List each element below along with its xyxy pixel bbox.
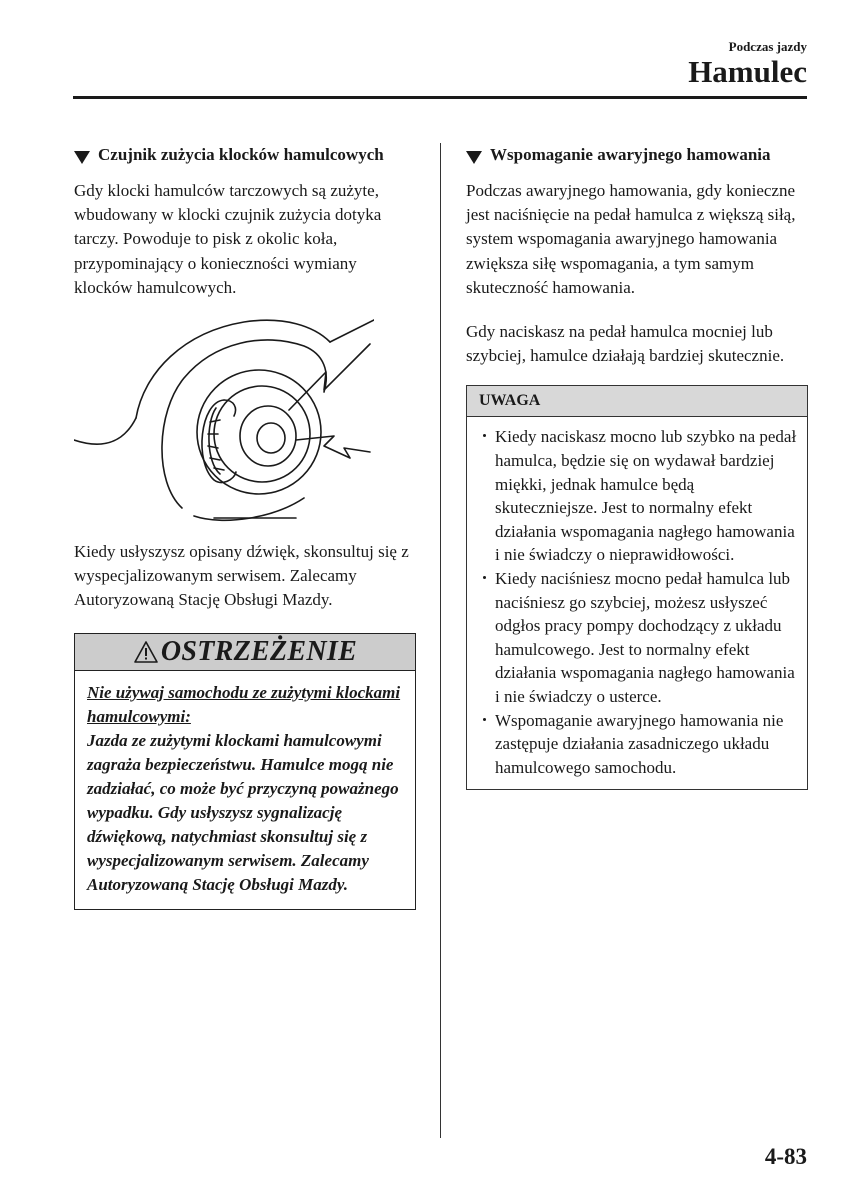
warning-box bbox=[74, 633, 416, 910]
bullet-dot-icon bbox=[483, 576, 486, 579]
wear-sensor-advice: Kiedy usłyszysz opisany dźwięk, skonsultuj się z wyspecjalizowanym serwisem. Zalecamy Autoryzowaną Stację Obsługi Mazdy. bbox=[74, 542, 409, 610]
triangle-bullet-icon bbox=[74, 151, 90, 164]
note-item-text: Wspomaganie awaryjnego hamowania nie zastępuje działania zasadniczego układu hamulcowego samochodu. bbox=[495, 710, 784, 777]
section-heading-wear-sensor bbox=[74, 143, 416, 167]
brake-wear-sensor-illustration bbox=[74, 312, 374, 524]
bullet-dot-icon bbox=[483, 718, 486, 721]
bullet-dot-icon bbox=[483, 434, 486, 437]
warning-header bbox=[75, 634, 415, 671]
brake-assist-para-2: Gdy naciskasz na pedał hamulca mocniej lub szybciej, hamulce działają bardziej skutecznie. bbox=[466, 322, 785, 366]
right-column bbox=[466, 143, 808, 790]
section-heading-text: Wspomaganie awaryjnego hamowania bbox=[490, 145, 771, 164]
note-item bbox=[481, 425, 797, 567]
note-item-text: Kiedy naciskasz mocno lub szybko na pedał hamulca, będzie się on wydawał bardziej miękki, jednak hamulce będą skuteczniejsze. Jest to normalny efekt działania wspomagania nagłego hamowania i nie świadczy o nieprawidłowości. bbox=[495, 427, 797, 565]
page-title: Hamulec bbox=[688, 54, 807, 89]
header-section-label: Podczas jazdy bbox=[728, 39, 807, 54]
note-item bbox=[481, 709, 797, 780]
note-item-text: Kiedy naciśniesz mocno pedał hamulca lub naciśniesz go szybciej, możesz usłyszeć odgłos pracy pompy dochodzący z układu hamulcowego. Jest to normalny efekt działania wspomagania nagłego hamowania i nie świadczy o usterce. bbox=[495, 568, 795, 706]
note-box bbox=[466, 385, 808, 790]
page-number: 4-83 bbox=[764, 1144, 807, 1169]
header-divider bbox=[73, 96, 807, 99]
note-item bbox=[481, 567, 797, 709]
left-column bbox=[74, 143, 416, 910]
note-list bbox=[467, 417, 807, 789]
brake-assist-para-1: Podczas awaryjnego hamowania, gdy konieczne jest naciśnięcie na pedał hamulca z większą siłą, system wspomagania awaryjnego hamowania zwiększa siłę wspomagania, a tym samym skuteczność hamowania. bbox=[466, 181, 796, 297]
column-divider bbox=[440, 143, 441, 1138]
warning-lead: Nie używaj samochodu ze zużytymi klockami hamulcowymi: bbox=[87, 682, 401, 726]
warning-triangle-icon bbox=[133, 640, 159, 664]
warning-text: Jazda ze zużytymi klockami hamulcowymi zagraża bezpieczeństwu. Hamulce mogą nie zadziałać, co może być przyczyną poważnego wypadku. Gdy usłyszysz sygnalizację dźwiękową, natychmiast skonsultuj się z wyspecjalizowanym serwisem. Zalecamy Autoryzowaną Stację Obsługi Mazdy. bbox=[87, 730, 399, 894]
note-title: UWAGA bbox=[467, 386, 807, 417]
section-heading-text: Czujnik zużycia klocków hamulcowych bbox=[98, 145, 384, 164]
warning-body bbox=[75, 671, 415, 909]
triangle-bullet-icon bbox=[466, 151, 482, 164]
warning-title: OSTRZEŻENIE bbox=[160, 635, 358, 667]
wear-sensor-intro: Gdy klocki hamulców tarczowych są zużyte, wbudowany w klocki czujnik zużycia dotyka tarczy. Powoduje to pisk z okolic koła, przypominający o konieczności wymiany klocków hamulcowych. bbox=[74, 181, 382, 297]
section-heading-brake-assist bbox=[466, 143, 808, 167]
